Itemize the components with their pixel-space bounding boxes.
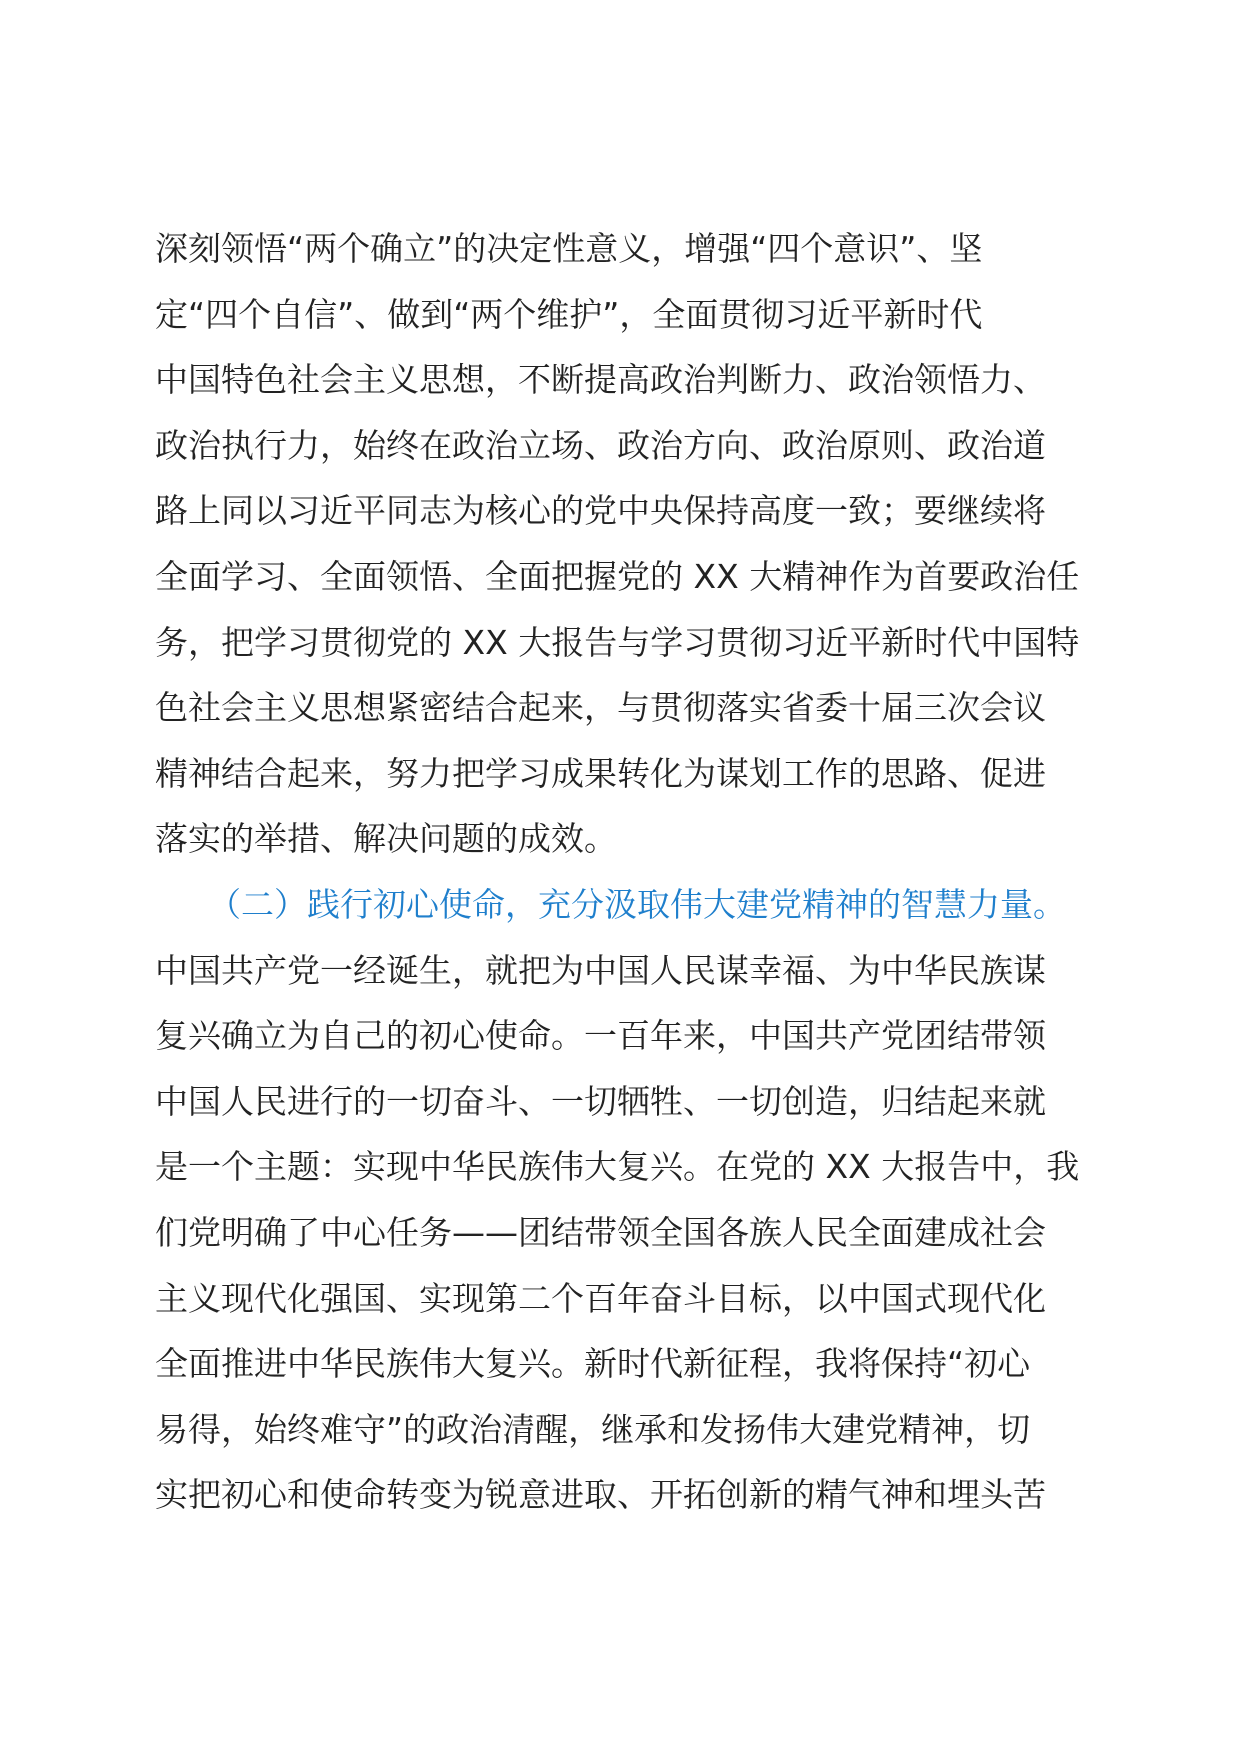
paragraph-line: 路上同以习近平同志为核心的党中央保持高度一致；要继续将 [155,491,1046,531]
paragraph-line: 务，把学习贯彻党的 XX 大报告与学习贯彻习近平新时代中国特 [155,622,1080,662]
paragraph-line: 全面推进中华民族伟大复兴。新时代新征程，我将保持“初心 [155,1344,1031,1384]
paragraph-line: 实把初心和使命转变为锐意进取、开拓创新的精气神和埋头苦 [155,1475,1046,1515]
paragraph-line: 全面学习、全面领悟、全面把握党的 XX 大精神作为首要政治任 [155,556,1080,596]
document-body [155,216,1095,1528]
paragraph-line: 定“四个自信”、做到“两个维护”，全面贯彻习近平新时代 [155,294,983,334]
paragraph-line: 们党明确了中心任务——团结带领全国各族人民全面建成社会 [155,1212,1046,1252]
paragraph-line: 中国特色社会主义思想，不断提高政治判断力、政治领悟力、 [155,360,1046,400]
paragraph-line: 色社会主义思想紧密结合起来，与贯彻落实省委十届三次会议 [155,688,1046,728]
paragraph-line: 深刻领悟“两个确立”的决定性意义，增强“四个意识”、坚 [155,229,983,268]
paragraph-line: 易得，始终难守”的政治清醒，继承和发扬伟大建党精神，切 [155,1409,1031,1449]
paragraph-line: 精神结合起来，努力把学习成果转化为谋划工作的思路、促进 [155,753,1046,793]
paragraph-line: 政治执行力，始终在政治立场、政治方向、政治原则、政治道 [155,425,1046,465]
paragraph-line: 落实的举措、解决问题的成效。 [155,819,617,859]
section-heading: （二）践行初心使命，充分汲取伟大建党精神的智慧力量。 [208,884,1066,924]
paragraph-line: 中国人民进行的一切奋斗、一切牺牲、一切创造，归结起来就 [155,1081,1046,1121]
paragraph-line: 是一个主题：实现中华民族伟大复兴。在党的 XX 大报告中，我 [155,1147,1080,1187]
paragraph-line: 主义现代化强国、实现第二个百年奋斗目标，以中国式现代化 [155,1278,1046,1318]
paragraph-line: 复兴确立为自己的初心使命。一百年来，中国共产党团结带领 [155,1016,1046,1056]
paragraph-line: 中国共产党一经诞生，就把为中国人民谋幸福、为中华民族谋 [155,950,1046,990]
